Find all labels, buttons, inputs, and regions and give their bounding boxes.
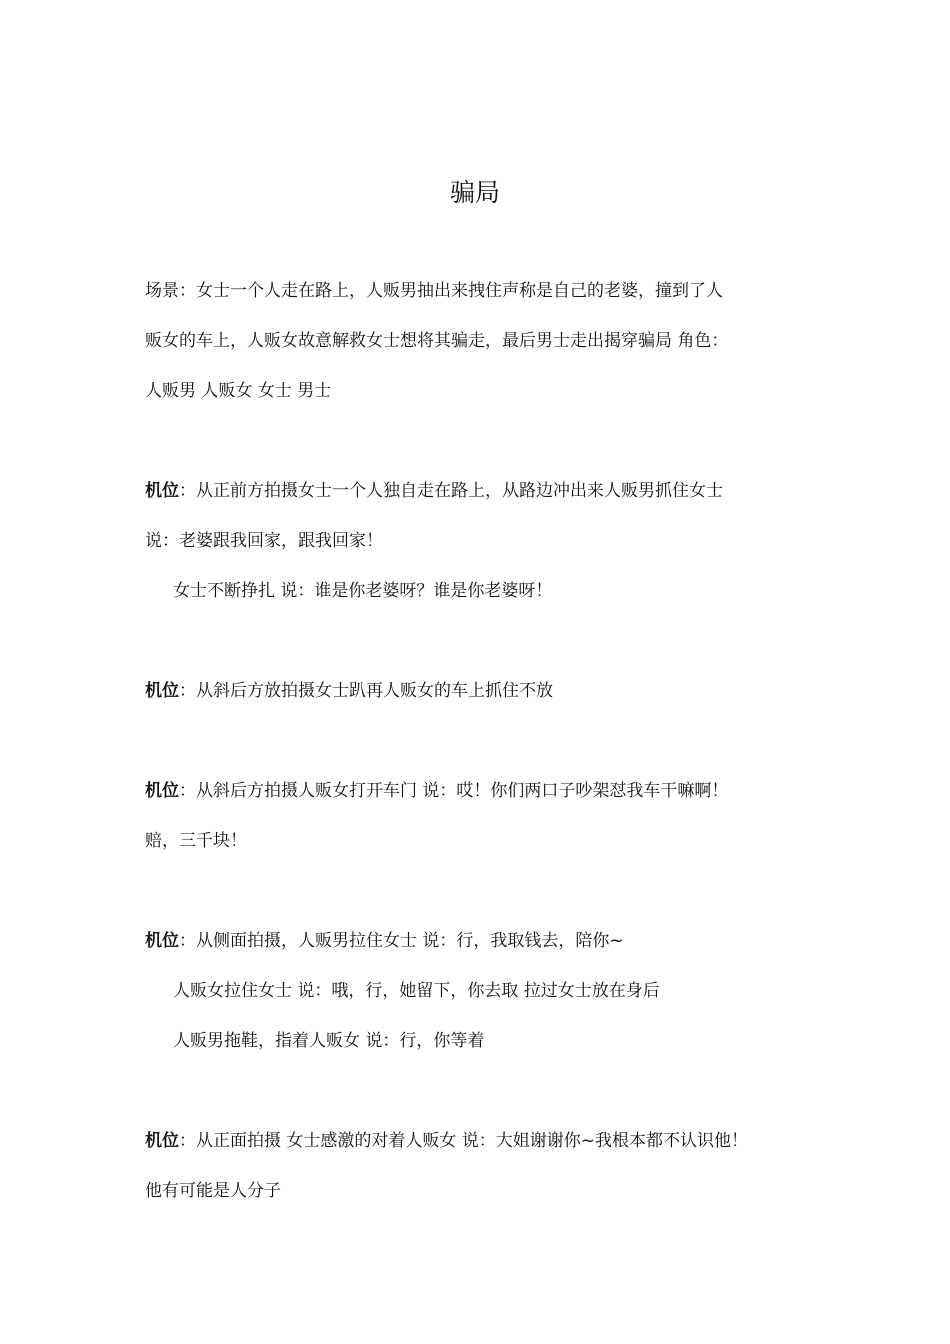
paragraph-gap	[145, 724, 820, 774]
camera-label: 机位	[145, 681, 179, 701]
shot-description: ：从侧面拍摄，人贩男拉住女士 说：行，我取钱去，陪你~	[179, 931, 624, 951]
shot-line	[145, 1124, 820, 1174]
paragraph-gap	[145, 624, 820, 674]
document-body	[145, 274, 820, 1224]
paragraph-gap	[145, 1074, 820, 1124]
document-title: 骗局	[449, 178, 500, 207]
shot-line	[145, 774, 820, 824]
scene-paragraph	[145, 274, 820, 424]
shot-line	[145, 674, 820, 724]
shot-paragraph	[145, 474, 820, 624]
shot-continuation-line: 说：老婆跟我回家，跟我回家！	[145, 531, 383, 551]
shot-continuation-line: 他有可能是人分子	[145, 1181, 281, 1201]
camera-label: 机位	[145, 781, 179, 801]
shot-description: ：从正前方拍摄女士一个人独自走在路上，从路边冲出来人贩男抓住女士	[179, 481, 723, 501]
shot-indented-line: 人贩男拖鞋，指着人贩女 说：行，你等着	[173, 1031, 485, 1051]
scene-line: 人贩男 人贩女 女士 男士	[145, 381, 332, 401]
shot-description: ：从正面拍摄 女士感激的对着人贩女 说：大姐谢谢你~我根本都不认识他！	[179, 1131, 749, 1151]
shot-paragraph	[145, 1124, 820, 1224]
shot-description: ：从斜后方放拍摄女士趴再人贩女的车上抓住不放	[179, 681, 553, 701]
paragraph-gap	[145, 874, 820, 924]
shot-indented-line: 人贩女拉住女士 说：哦，行，她留下，你去取 拉过女士放在身后	[173, 981, 660, 1001]
shot-line	[145, 924, 820, 974]
shot-line	[145, 474, 820, 524]
shot-description: ：从斜后方拍摄人贩女打开车门 说：哎！你们两口子吵架怼我车干嘛啊！	[179, 781, 729, 801]
shot-paragraph	[145, 924, 820, 1074]
camera-label: 机位	[145, 931, 179, 951]
shot-paragraph	[145, 774, 820, 874]
camera-label: 机位	[145, 1131, 179, 1151]
camera-label: 机位	[145, 481, 179, 501]
paragraph-gap	[145, 424, 820, 474]
shot-paragraph	[145, 674, 820, 724]
shot-continuation-line: 赔，三千块！	[145, 831, 247, 851]
scene-line: 场景：女士一个人走在路上，人贩男抽出来拽住声称是自己的老婆，撞到了人	[145, 281, 723, 301]
scene-line: 贩女的车上，人贩女故意解救女士想将其骗走，最后男士走出揭穿骗局 角色：	[145, 331, 729, 351]
shot-indented-line: 女士不断挣扎 说：谁是你老婆呀？谁是你老婆呀！	[173, 581, 553, 601]
